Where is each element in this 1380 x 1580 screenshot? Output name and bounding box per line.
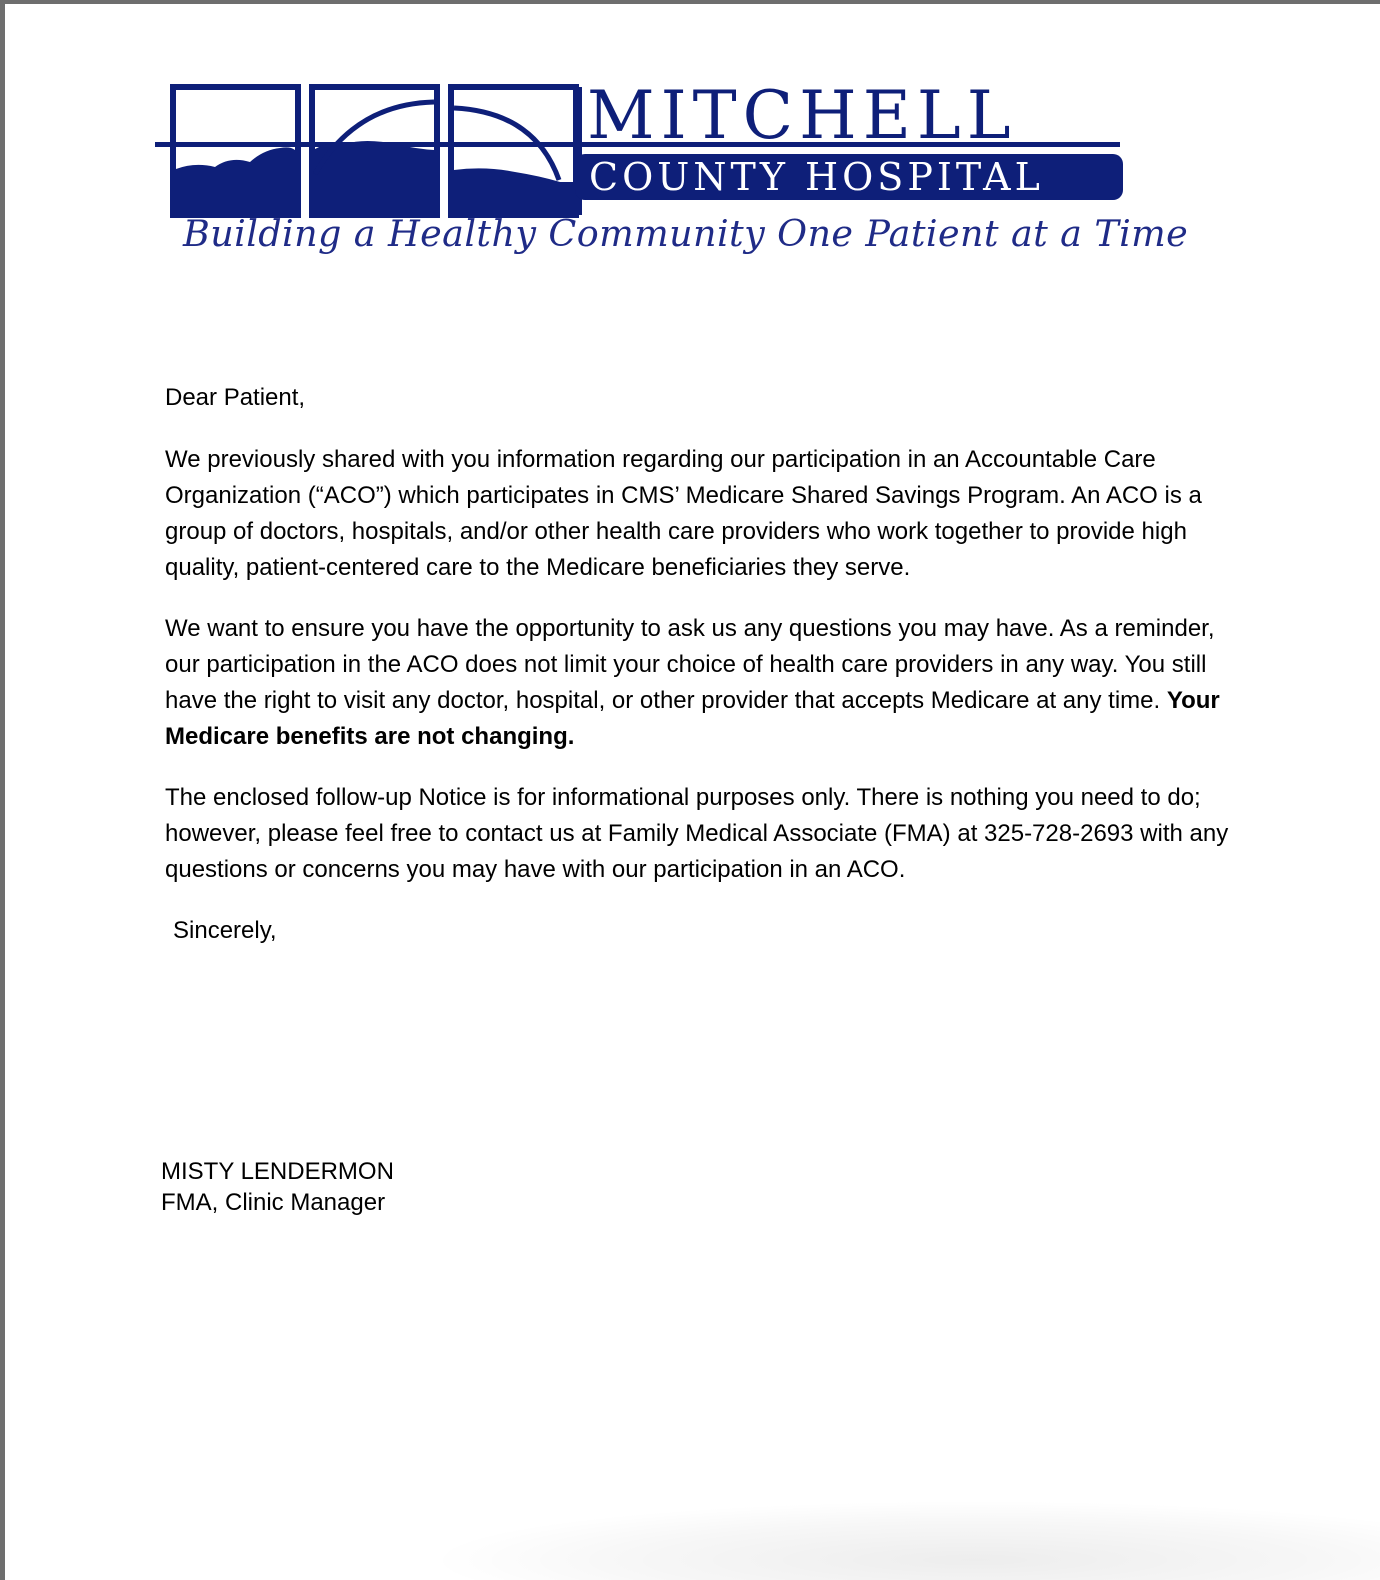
closing: Sincerely, [173,917,277,944]
letter-page [5,4,1380,1580]
page-shadow [425,1500,1380,1580]
paragraph-choice-reminder-text: We want to ensure you have the opportunity to ask us any questions you may have. As a reminder, our participation in the ACO does not limit your choice of health care providers in any way. You still have the right to visit any doctor, hospital, or other provider that accepts Medicare at any time. [165,615,1215,714]
signer-title: FMA, Clinic Manager [161,1189,386,1216]
svg-text:MITCHELL: MITCHELL [587,84,1017,154]
paragraph-contact-info: The enclosed follow-up Notice is for informational purposes only. There is nothing you need to do; however, please feel free to contact us at Family Medical Associate (FMA) at 325-728-2693 with any questions or concerns you may have with our participation in an ACO. [165,784,1229,883]
signature-block [161,1156,661,1218]
benefits-not-changing-emphasis: Your Medicare benefits are not changing. [165,687,1220,750]
paragraph-aco-info: We previously shared with you information regarding our participation in an Accountable Care Organization (“ACO”) which participates in CMS’ Medicare Shared Savings Program. An ACO is a group of doctors, hospitals, and/or other health care providers who work together to provide high quality, patient-centered care to the Medicare beneficiaries they serve. [165,446,1202,581]
letter-body [165,380,1235,974]
signer-name: MISTY LENDERMON [161,1158,394,1185]
svg-text:COUNTY HOSPITAL: COUNTY HOSPITAL [589,155,1044,199]
salutation: Dear Patient, [165,384,306,411]
letterhead-tagline: Building a Healthy Community One Patient at a Time [183,212,1189,255]
paragraph-choice-reminder [165,611,1235,755]
letterhead [155,84,1189,259]
